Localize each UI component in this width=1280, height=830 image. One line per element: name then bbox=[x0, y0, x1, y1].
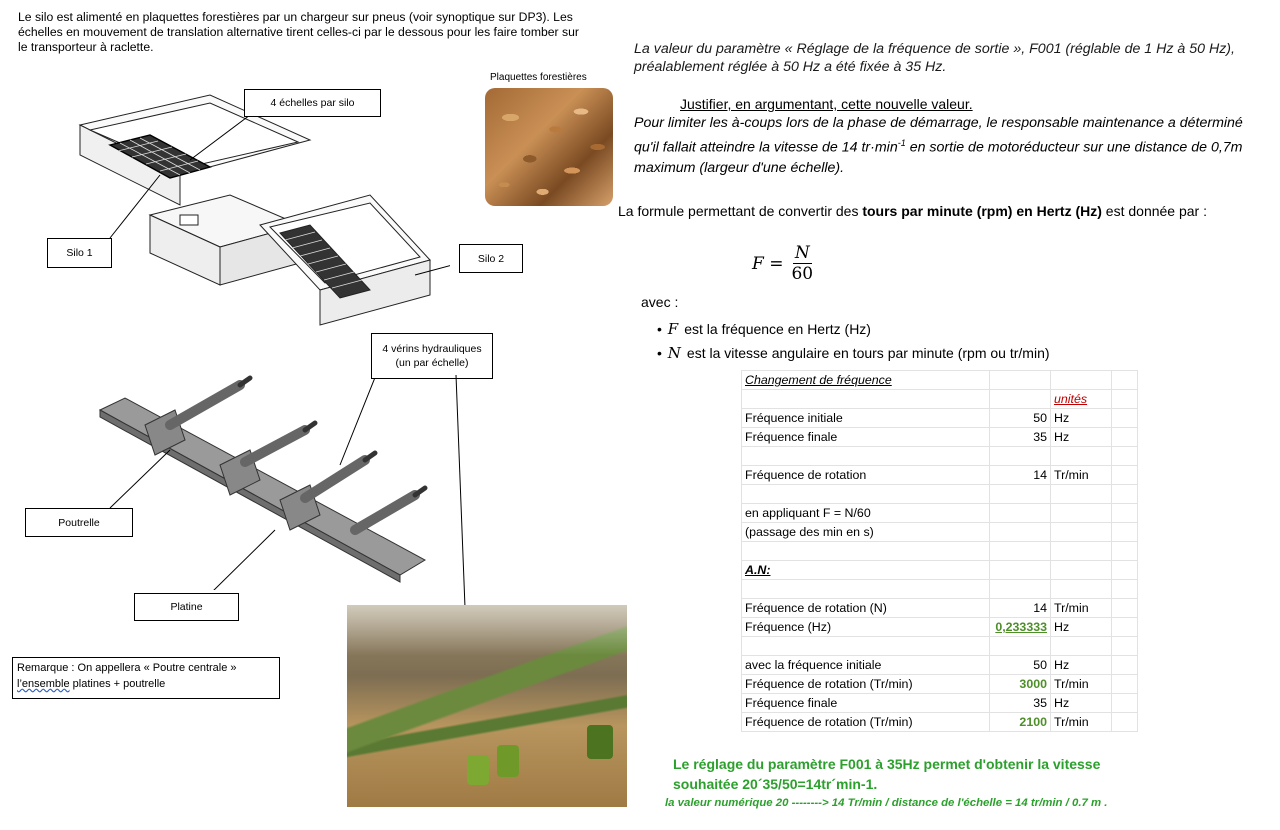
label-silo-1: Silo 1 bbox=[47, 238, 112, 268]
cell-unit: Hz bbox=[1051, 618, 1112, 637]
cell-unit: Hz bbox=[1051, 656, 1112, 675]
table-row-empty bbox=[742, 485, 1138, 504]
table-row-empty bbox=[742, 637, 1138, 656]
cell-label: Fréquence (Hz) bbox=[742, 618, 990, 637]
explanation-part1: Pour limiter les à-coups lors de la phase de démarrage, le responsable maintenance a déterminé qu'il fallait atteindre la vitesse de 14 tr·min bbox=[634, 115, 1243, 156]
cell-label: Fréquence de rotation (N) bbox=[742, 599, 990, 618]
explanation-exponent: -1 bbox=[897, 138, 906, 148]
remark-line1: Remarque : On appellera « Poutre centrale » bbox=[17, 662, 237, 674]
justify-instruction: Justifier, en argumentant, cette nouvelle valeur. bbox=[680, 96, 973, 112]
sheet-title bbox=[742, 371, 990, 390]
label-verins-line1: 4 vérins hydrauliques bbox=[382, 343, 482, 355]
cell-label-an: A.N: bbox=[745, 563, 771, 577]
sheet-row-units bbox=[742, 390, 1138, 409]
plaquettes-caption: Plaquettes forestières bbox=[490, 72, 587, 83]
label-platine: Platine bbox=[134, 593, 239, 621]
cell-label: (passage des min en s) bbox=[742, 523, 990, 542]
cell-unit: Tr/min bbox=[1051, 713, 1112, 732]
table-row bbox=[742, 523, 1138, 542]
cell-label: Fréquence de rotation (Tr/min) bbox=[742, 675, 990, 694]
central-beam-drawing bbox=[90, 370, 430, 590]
conclusion-detail: la valeur numérique 20 --------> 14 Tr/min / distance de l'échelle = 14 tr/min / 0.7 m . bbox=[665, 797, 1108, 809]
formula-denominator: 60 bbox=[791, 264, 814, 284]
bullet-n-var: N bbox=[667, 344, 681, 362]
sheet-title-text: Changement de fréquence bbox=[745, 373, 892, 387]
cell-label: Fréquence de rotation bbox=[742, 466, 990, 485]
table-row bbox=[742, 656, 1138, 675]
table-row bbox=[742, 713, 1138, 732]
cell-value: 14 bbox=[990, 466, 1051, 485]
label-verins bbox=[371, 333, 493, 379]
cell-unit: Tr/min bbox=[1051, 466, 1112, 485]
frequency-spreadsheet bbox=[741, 370, 1138, 732]
formula-numerator: N bbox=[794, 243, 810, 263]
label-echelles: 4 échelles par silo bbox=[244, 89, 381, 117]
wood-chips-photo bbox=[485, 88, 613, 206]
intro-paragraph: Le silo est alimenté en plaquettes forestières par un chargeur sur pneus (voir synoptique sur DP3). Les échelles en mouvement de translation alternative tirent celles-ci par le dessous pour les faire tomber sur le transporteur à raclette. bbox=[18, 10, 579, 54]
cell-value-computed: 0,233333 bbox=[995, 620, 1047, 634]
formula-intro-bold: tours par minute (rpm) en Hertz (Hz) bbox=[862, 203, 1102, 219]
installation-photo bbox=[347, 605, 627, 807]
cell-unit: Tr/min bbox=[1051, 675, 1112, 694]
remark-line2: platines + poutrelle bbox=[69, 678, 166, 690]
formula-intro-after: est donnée par : bbox=[1101, 203, 1207, 219]
label-verins-line2: (un par échelle) bbox=[395, 357, 469, 369]
cell-value: 35 bbox=[990, 694, 1051, 713]
table-row bbox=[742, 694, 1138, 713]
cell-label: en appliquant F = N/60 bbox=[742, 504, 990, 523]
explanation-part2: en sortie de motoréducteur sur une distance de 0,7m maximum (largeur d'une échelle). bbox=[634, 139, 1243, 176]
cell-label: avec la fréquence initiale bbox=[742, 656, 990, 675]
table-row bbox=[742, 409, 1138, 428]
sheet-row-title bbox=[742, 371, 1138, 390]
cell-label: Fréquence finale bbox=[742, 428, 990, 447]
cell-label: Fréquence initiale bbox=[742, 409, 990, 428]
cell-value: 35 bbox=[990, 428, 1051, 447]
cell-unit: Hz bbox=[1051, 409, 1112, 428]
formula bbox=[752, 243, 815, 284]
bullet-f: • F est la fréquence en Hertz (Hz) bbox=[657, 320, 871, 338]
cell-value-computed: 3000 bbox=[1019, 677, 1047, 691]
remark-wavy-word: l’ensemble bbox=[17, 678, 70, 690]
cell-unit: Tr/min bbox=[1051, 599, 1112, 618]
table-row-empty bbox=[742, 542, 1138, 561]
units-header: unités bbox=[1054, 392, 1088, 406]
table-row bbox=[742, 466, 1138, 485]
cell-value: 50 bbox=[990, 409, 1051, 428]
cell-unit: Hz bbox=[1051, 694, 1112, 713]
explanation-text bbox=[634, 113, 1259, 178]
cell-label: Fréquence de rotation (Tr/min) bbox=[742, 713, 990, 732]
table-row-empty bbox=[742, 447, 1138, 466]
table-row bbox=[742, 561, 1138, 580]
bullet-f-text: est la fréquence en Hertz (Hz) bbox=[684, 321, 871, 337]
table-row bbox=[742, 428, 1138, 447]
cell-value: 50 bbox=[990, 656, 1051, 675]
cell-value-computed: 2100 bbox=[1019, 715, 1047, 729]
formula-intro bbox=[618, 203, 1207, 219]
table-row-empty bbox=[742, 580, 1138, 599]
conclusion-line1: Le réglage du paramètre F001 à 35Hz permet d'obtenir la vitesse bbox=[673, 756, 1101, 772]
cell-unit: Hz bbox=[1051, 428, 1112, 447]
table-row bbox=[742, 504, 1138, 523]
remark-box bbox=[12, 657, 280, 699]
silo-drawing bbox=[70, 85, 450, 330]
bullet-n: • N est la vitesse angulaire en tours par minute (rpm ou tr/min) bbox=[657, 344, 1050, 362]
bullet-f-var: F bbox=[667, 320, 679, 338]
conclusion-line2: souhaitée 20´35/50=14tr´min-1. bbox=[673, 776, 878, 792]
label-silo-2: Silo 2 bbox=[459, 244, 523, 273]
table-row bbox=[742, 599, 1138, 618]
avec-label: avec : bbox=[641, 294, 679, 310]
cell-value: 14 bbox=[990, 599, 1051, 618]
bullet-n-text: est la vitesse angulaire en tours par minute (rpm ou tr/min) bbox=[686, 345, 1050, 361]
table-row bbox=[742, 675, 1138, 694]
cell-label: Fréquence finale bbox=[742, 694, 990, 713]
conclusion bbox=[673, 754, 1100, 794]
question-text: La valeur du paramètre « Réglage de la fréquence de sortie », F001 (réglable de 1 Hz à 50 Hz), préalablement réglée à 50 Hz a été fixée à 35 Hz. bbox=[634, 41, 1235, 75]
label-poutrelle: Poutrelle bbox=[25, 508, 133, 537]
formula-intro-before: La formule permettant de convertir des bbox=[618, 203, 863, 219]
formula-lhs: F = bbox=[752, 253, 784, 274]
table-row bbox=[742, 618, 1138, 637]
